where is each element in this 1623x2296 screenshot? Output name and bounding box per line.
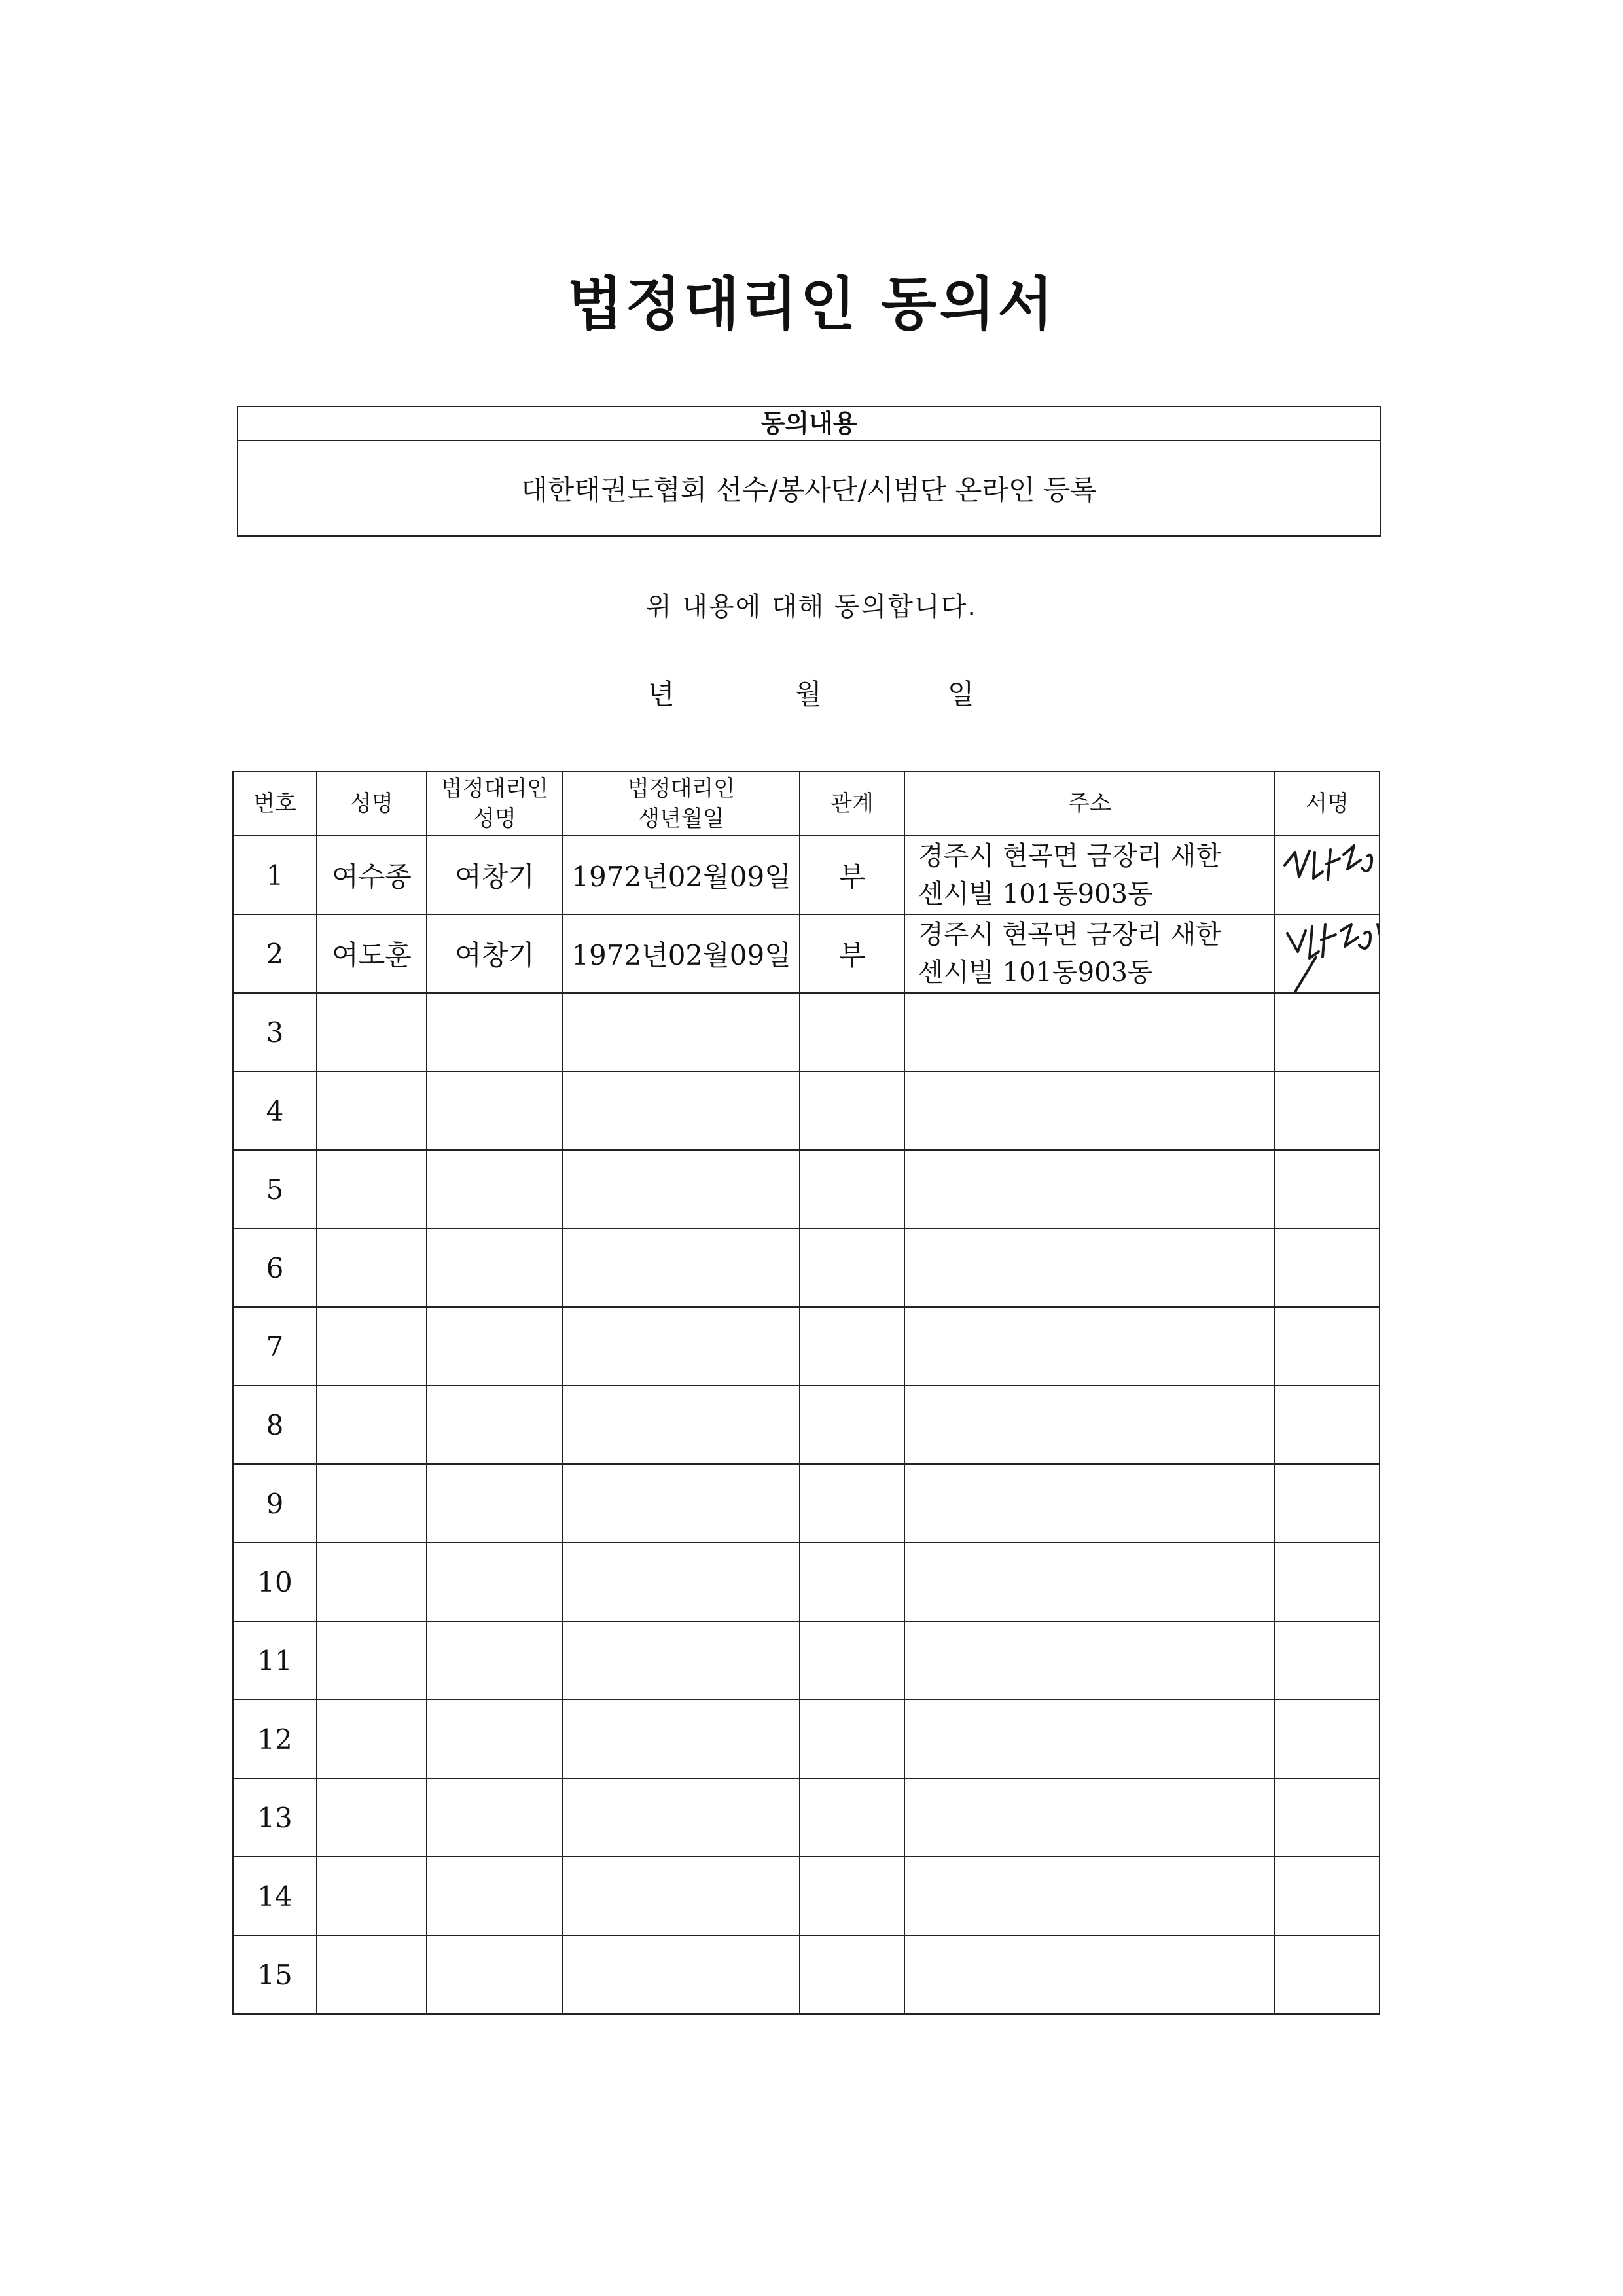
cell-no: 9 [233,1464,317,1543]
handwritten-signature [1275,836,1380,914]
cell-address [904,1935,1275,2014]
cell-name [317,1464,427,1543]
table-row [233,1935,1380,2014]
table-row [233,1307,1380,1386]
cell-relation: 부 [800,914,904,993]
cell-name [317,1778,427,1857]
cell-no: 6 [233,1229,317,1307]
cell-signature [1275,836,1380,914]
cell-name [317,993,427,1071]
table-row [233,993,1380,1071]
cell-signature [1275,993,1380,1071]
consent-box [237,406,1381,537]
cell-birth [563,1857,800,1935]
cell-birth [563,1700,800,1778]
cell-name: 여수종 [317,836,427,914]
member-table [232,771,1380,2015]
cell-address [904,1857,1275,1935]
header-relation: 관계 [800,772,904,836]
cell-guardian [427,1229,563,1307]
table-row [233,1464,1380,1543]
cell-birth [563,993,800,1071]
header-name: 성명 [317,772,427,836]
cell-signature [1275,1700,1380,1778]
header-guardian-name-line1: 법정대리인 [440,776,549,802]
cell-name [317,1150,427,1229]
cell-no: 12 [233,1700,317,1778]
cell-relation [800,1464,904,1543]
cell-relation [800,1543,904,1621]
cell-birth [563,1150,800,1229]
cell-name [317,1621,427,1700]
cell-relation [800,1935,904,2014]
cell-guardian [427,1543,563,1621]
cell-relation [800,1386,904,1464]
handwritten-signature [1275,914,1380,993]
cell-guardian [427,1464,563,1543]
header-address: 주소 [904,772,1275,836]
cell-no: 13 [233,1778,317,1857]
cell-birth: 1972년02월09일 [563,836,800,914]
cell-signature [1275,1229,1380,1307]
cell-signature [1275,1778,1380,1857]
header-signature: 서명 [1275,772,1380,836]
cell-birth [563,1307,800,1386]
cell-name [317,1543,427,1621]
cell-name [317,1307,427,1386]
cell-guardian [427,1386,563,1464]
cell-guardian: 여창기 [427,836,563,914]
table-row [233,836,1380,914]
cell-birth [563,1778,800,1857]
header-guardian-birth [563,772,800,836]
cell-birth [563,1621,800,1700]
table-row [233,1386,1380,1464]
cell-signature [1275,1386,1380,1464]
cell-name [317,1935,427,2014]
cell-address [904,1071,1275,1150]
table-row [233,1700,1380,1778]
cell-relation [800,1071,904,1150]
cell-signature [1275,1150,1380,1229]
address-line1: 경주시 현곡면 금장리 새한 [918,920,1222,950]
table-row [233,1071,1380,1150]
cell-guardian [427,1700,563,1778]
page-title: 법정대리인 동의서 [567,270,1056,338]
cell-birth [563,1229,800,1307]
header-guardian-birth-line1: 법정대리인 [627,776,736,802]
cell-guardian [427,1778,563,1857]
cell-name [317,1857,427,1935]
cell-relation [800,1700,904,1778]
cell-no: 1 [233,836,317,914]
cell-address [904,1464,1275,1543]
cell-no: 2 [233,914,317,993]
cell-address [904,1150,1275,1229]
date-year-label: 년 [648,678,675,710]
cell-birth [563,1071,800,1150]
cell-guardian [427,1857,563,1935]
header-guardian-birth-line2: 생년월일 [638,806,724,832]
cell-relation [800,1307,904,1386]
cell-signature [1275,1935,1380,2014]
cell-guardian [427,1150,563,1229]
cell-signature [1275,1621,1380,1700]
cell-no: 15 [233,1935,317,2014]
table-row [233,1229,1380,1307]
cell-signature [1275,1543,1380,1621]
table-row [233,914,1380,993]
cell-guardian [427,1621,563,1700]
cell-guardian [427,1935,563,2014]
address-line2: 센시빌 101동903동 [918,958,1153,988]
cell-no: 10 [233,1543,317,1621]
table-row [233,1150,1380,1229]
cell-signature [1275,1307,1380,1386]
cell-relation [800,1621,904,1700]
cell-signature [1275,1071,1380,1150]
cell-relation: 부 [800,836,904,914]
cell-address [904,1621,1275,1700]
agreement-statement: 위 내용에 대해 동의합니다. [646,592,977,622]
consent-header: 동의내용 [238,407,1380,441]
cell-address [904,1307,1275,1386]
cell-name: 여도훈 [317,914,427,993]
cell-address [904,1700,1275,1778]
cell-signature [1275,914,1380,993]
cell-no: 3 [233,993,317,1071]
cell-birth [563,1935,800,2014]
cell-name [317,1386,427,1464]
cell-signature [1275,1857,1380,1935]
table-row [233,1543,1380,1621]
consent-body: 대한태권도협회 선수/봉사단/시범단 온라인 등록 [521,474,1097,506]
cell-guardian [427,1071,563,1150]
cell-birth: 1972년02월09일 [563,914,800,993]
date-day-label: 일 [948,678,974,710]
cell-guardian: 여창기 [427,914,563,993]
cell-name [317,1071,427,1150]
cell-guardian [427,1307,563,1386]
cell-no: 8 [233,1386,317,1464]
cell-guardian [427,993,563,1071]
cell-address [904,1229,1275,1307]
table-header-row [233,772,1380,836]
cell-address [904,1543,1275,1621]
cell-relation [800,1778,904,1857]
cell-birth [563,1543,800,1621]
header-guardian-name-line2: 성명 [473,806,516,832]
cell-relation [800,1229,904,1307]
cell-address [904,1778,1275,1857]
cell-signature [1275,1464,1380,1543]
header-no: 번호 [233,772,317,836]
cell-relation [800,1857,904,1935]
cell-no: 14 [233,1857,317,1935]
cell-no: 7 [233,1307,317,1386]
cell-birth [563,1464,800,1543]
cell-birth [563,1386,800,1464]
cell-address [904,1386,1275,1464]
table-row [233,1778,1380,1857]
cell-name [317,1229,427,1307]
cell-name [317,1700,427,1778]
address-line2: 센시빌 101동903동 [918,879,1153,909]
date-month-label: 월 [795,678,822,710]
cell-relation [800,1150,904,1229]
cell-address [904,914,1275,993]
table-row [233,1857,1380,1935]
table-row [233,1621,1380,1700]
address-line1: 경주시 현곡면 금장리 새한 [918,841,1222,871]
cell-address [904,836,1275,914]
cell-address [904,993,1275,1071]
cell-no: 11 [233,1621,317,1700]
cell-relation [800,993,904,1071]
cell-no: 5 [233,1150,317,1229]
header-guardian-name [427,772,563,836]
cell-no: 4 [233,1071,317,1150]
